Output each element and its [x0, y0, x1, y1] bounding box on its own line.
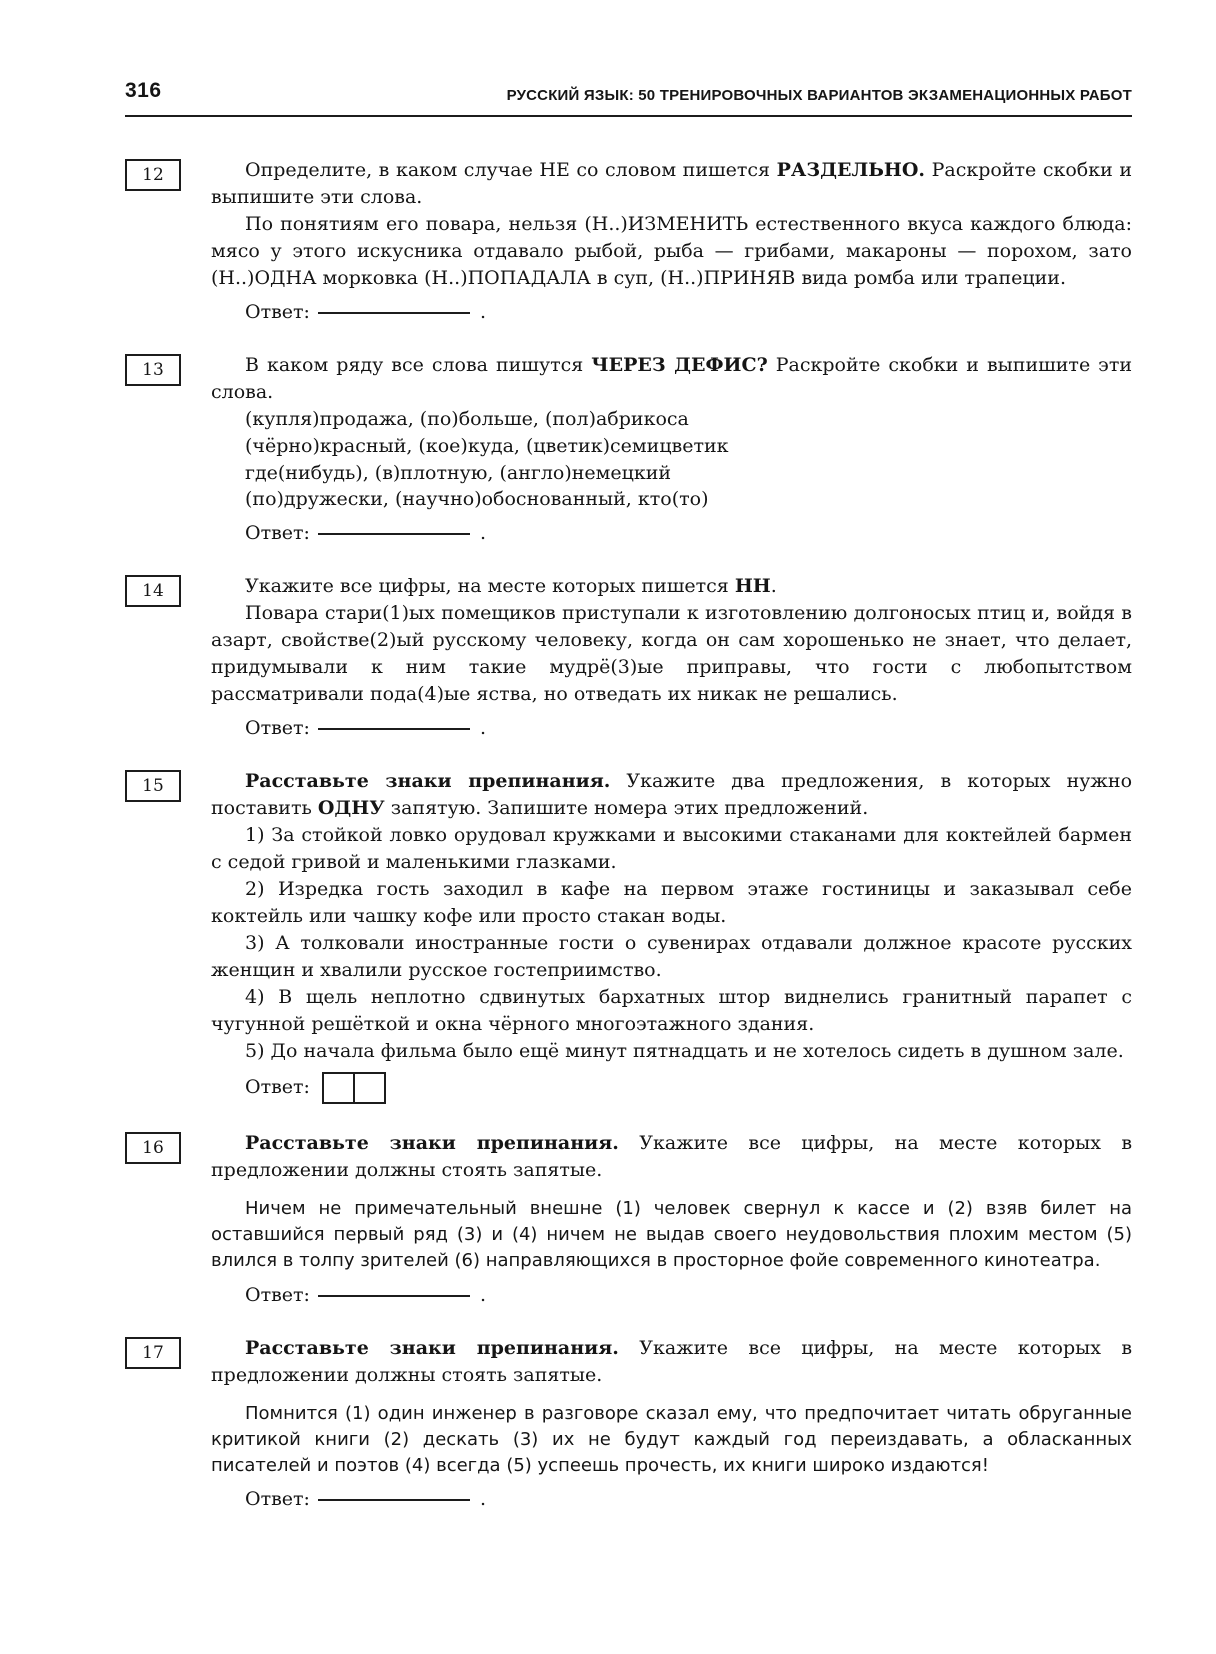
text-segment: НН: [734, 575, 771, 598]
text-segment: Укажите все цифры, на месте которых в предложении должны стоять запятые.: [211, 1131, 1133, 1181]
question-15: [125, 768, 1132, 1104]
question-body: [211, 573, 1132, 742]
text-segment: где(нибудь), (в)плотную, (англо)немецкий: [245, 461, 672, 484]
text-segment: ЧЕРЕЗ ДЕФИС?: [591, 353, 768, 376]
answer-blank: [318, 533, 470, 535]
text-segment: Раскройте скобки и выпишите эти слова.: [211, 353, 1132, 403]
answer-period: .: [479, 717, 486, 740]
text-segment: По понятиям его повара, нельзя (Н..)ИЗМЕНИТЬ естественного вкуса каждого блюда: мясо у этого искусника отдавало рыбой, рыба — грибами, макароны — порохом, зато (Н..)ОДНА морковка (Н..)ПОПАДАЛА в суп, (Н..)ПРИНЯВ вида ромба или трапеции.: [211, 212, 1132, 289]
question-number: 15: [142, 776, 164, 797]
question-14: [125, 573, 1132, 742]
answer-label: Ответ:: [245, 1488, 310, 1511]
question-number-box: [125, 770, 181, 802]
answer-label: Ответ:: [245, 717, 310, 740]
answer-cell: [322, 1072, 355, 1104]
question-number-box: [125, 159, 181, 191]
text-segment: Повара стари(1)ых помещиков приступали к изготовлению долгоносых птиц и, войдя в азарт, свойстве(2)ый русскому человеку, когда он сам хорошенько не знает, что делает, придумывали к ним такие мудрё(3)ые приправы, что гости с любопытством рассматривали пода(4)ые яства, но отведать их никак не решались.: [211, 602, 1132, 706]
paragraph: [211, 984, 1132, 1038]
question-16: [125, 1130, 1132, 1309]
question-number: 13: [142, 359, 164, 380]
text-segment: Расставьте знаки препинания.: [245, 1131, 619, 1154]
answer-row: [211, 1282, 1132, 1309]
paragraph: [211, 1401, 1132, 1480]
question-number: 17: [142, 1342, 164, 1363]
question-number-box: [125, 1337, 181, 1369]
answer-blank: [318, 728, 470, 730]
paragraph: [211, 822, 1132, 876]
text-segment: Расставьте знаки препинания.: [245, 1336, 619, 1359]
answer-blank: [318, 1295, 470, 1297]
text-segment: Определите, в каком случае НЕ со словом пишется: [245, 158, 777, 181]
question-number: 16: [142, 1137, 164, 1158]
answer-row: [211, 299, 1132, 326]
paragraph: [211, 211, 1132, 292]
text-segment: 4) В щель неплотно сдвинутых бархатных штор виднелись гранитный парапет с чугунной решёткой и окна чёрного многоэтажного здания.: [211, 985, 1132, 1035]
paragraph: [211, 768, 1132, 822]
answer-blank: [318, 312, 470, 314]
question-number: 14: [142, 581, 164, 602]
text-segment: РАЗДЕЛЬНО.: [776, 158, 926, 181]
answer-period: .: [479, 522, 486, 545]
paragraph: [211, 157, 1132, 211]
question-number: 12: [142, 164, 164, 185]
paragraph: [211, 406, 1132, 433]
text-segment: (по)дружески, (научно)обоснованный, кто(то): [245, 488, 709, 511]
paragraph: [211, 930, 1132, 984]
question-body: [211, 1130, 1132, 1309]
answer-row: [211, 520, 1132, 547]
text-segment: 5) До начала фильма было ещё минут пятнадцать и не хотелось сидеть в душном зале.: [245, 1039, 1124, 1062]
answer-label: Ответ:: [245, 1283, 310, 1306]
question-13: [125, 352, 1132, 548]
question-12: [125, 157, 1132, 326]
questions: [125, 157, 1132, 1513]
answer-cell: [355, 1072, 386, 1104]
paragraph: [211, 352, 1132, 406]
answer-period: .: [479, 300, 486, 323]
answer-row: [211, 715, 1132, 742]
question-number-box: [125, 575, 181, 607]
text-segment: Помнится (1) один инженер в разговоре сказал ему, что предпочитает читать обруганные критикой книги (2) дескать (3) их не будут каждый год переиздавать, а обласканных писателей и поэтов (4) всегда (5) успеешь прочесть, их книги широко издаются!: [211, 1402, 1132, 1477]
text-segment: Раскройте скобки и выпишите эти слова.: [211, 158, 1132, 208]
text-segment: Укажите два предложения, в которых нужно поставить: [211, 770, 1133, 820]
paragraph: [211, 1130, 1132, 1184]
paragraph: [211, 600, 1132, 708]
answer-row: [211, 1486, 1132, 1513]
answer-label: Ответ:: [245, 300, 310, 323]
question-number-box: [125, 354, 181, 386]
text-segment: (купля)продажа, (по)больше, (пол)абрикоса: [245, 407, 689, 430]
answer-period: .: [479, 1488, 486, 1511]
paragraph: [211, 876, 1132, 930]
paragraph: [211, 1038, 1132, 1065]
answer-cells: [322, 1072, 386, 1104]
text-segment: Укажите все цифры, на месте которых пишется: [245, 575, 735, 598]
question-body: [211, 157, 1132, 326]
running-title: РУССКИЙ ЯЗЫК: 50 ТРЕНИРОВОЧНЫХ ВАРИАНТОВ ЭКЗАМЕНАЦИОННЫХ РАБОТ: [506, 86, 1132, 104]
answer-label: Ответ:: [245, 1075, 310, 1098]
question-number-box: [125, 1132, 181, 1164]
paragraph: [211, 1196, 1132, 1275]
answer-blank: [318, 1499, 470, 1501]
paragraph: [211, 486, 1132, 513]
text-segment: 1) За стойкой ловко орудовал кружками и высокими стаканами для коктейлей бармен с седой гривой и маленькими глазками.: [211, 824, 1132, 874]
question-17: [125, 1335, 1132, 1514]
text-segment: Расставьте знаки препинания.: [245, 770, 611, 793]
text-segment: .: [770, 575, 777, 598]
page-number: 316: [125, 79, 162, 102]
answer-row: [211, 1072, 1132, 1104]
paragraph: [211, 573, 1132, 600]
page-header: [125, 76, 1132, 117]
question-body: [211, 1335, 1132, 1514]
paragraph: [211, 1335, 1132, 1389]
paragraph: [211, 433, 1132, 460]
text-segment: Укажите все цифры, на месте которых в предложении должны стоять запятые.: [211, 1336, 1133, 1386]
text-segment: ОДНУ: [317, 797, 385, 820]
text-segment: В каком ряду все слова пишутся: [245, 353, 592, 376]
answer-label: Ответ:: [245, 522, 310, 545]
text-segment: запятую. Запишите номера этих предложений.: [384, 797, 869, 820]
answer-period: .: [479, 1283, 486, 1306]
paragraph: [211, 460, 1132, 487]
text-segment: 3) А толковали иностранные гости о сувенирах отдавали должное красоте русских женщин и хвалили русское гостеприимство.: [211, 932, 1132, 981]
question-body: [211, 352, 1132, 548]
question-body: [211, 768, 1132, 1104]
text-segment: 2) Изредка гость заходил в кафе на первом этаже гостиницы и заказывал себе коктейль или чашку кофе или просто стакан воды.: [211, 878, 1132, 928]
text-segment: Ничем не примечательный внешне (1) человек свернул к кассе и (2) взяв билет на оставшийся первый ряд (3) и (4) ничем не выдав своего неудовольствия плохим местом (5) влился в толпу зрителей (6) направляющихся в просторное фойе современного кинотеатра.: [211, 1197, 1132, 1272]
text-segment: (чёрно)красный, (кое)куда, (цветик)семицветик: [245, 434, 729, 457]
